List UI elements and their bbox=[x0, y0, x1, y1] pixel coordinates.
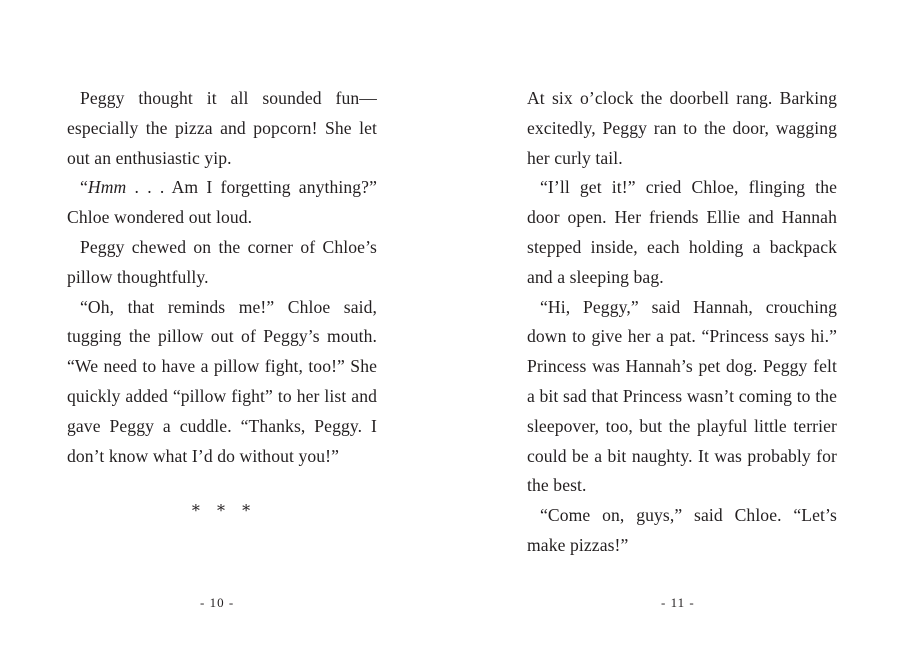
paragraph: Peggy chewed on the corner of Chloe’s pillow thoughtfully. bbox=[67, 236, 377, 287]
paragraph: “I’ll get it!” cried Chloe, flinging the door open. Her friends Ellie and Hannah stepped inside, each holding a backpack and a sleeping bag. bbox=[527, 177, 837, 287]
paragraph: At six o’clock the doorbell rang. Barking excitedly, Peggy ran to the door, wagging her curly tail. bbox=[527, 88, 837, 168]
left-page bbox=[67, 84, 377, 520]
page-number-right: - 11 - bbox=[661, 595, 695, 610]
paragraph: “Come on, guys,” said Chloe. “Let’s make pizzas!” bbox=[527, 505, 837, 555]
open-quote: “ bbox=[80, 177, 88, 198]
paragraph: Peggy thought it all sounded fun—especially the pizza and popcorn! She let out an enthusiastic yip. bbox=[67, 88, 377, 168]
page-number-left: - 10 - bbox=[200, 595, 235, 610]
paragraph-dialogue bbox=[67, 173, 377, 233]
paragraph: “Hi, Peggy,” said Hannah, crouching down to give her a pat. “Princess says hi.” Princess was Hannah’s pet dog. Peggy felt a bit sad that Princess wasn’t coming to the sleepover, too, but the playful little terrier could be a bit naughty. It was probably for the best. bbox=[527, 296, 837, 496]
paragraph: “Oh, that reminds me!” Chloe said, tugging the pillow out of Peggy’s mouth. “We need to have a pillow fight, too!” She quickly added “pillow fight” to her list and gave Peggy a cuddle. “Thanks, Peggy. I don’t know what I’d do without you!” bbox=[67, 296, 377, 466]
scene-break: * * * bbox=[191, 501, 257, 521]
right-page bbox=[527, 84, 837, 561]
italic-word: Hmm bbox=[87, 177, 127, 198]
dialogue-rest: . . . Am I forgetting anything?” Chloe wondered out loud. bbox=[67, 177, 377, 228]
